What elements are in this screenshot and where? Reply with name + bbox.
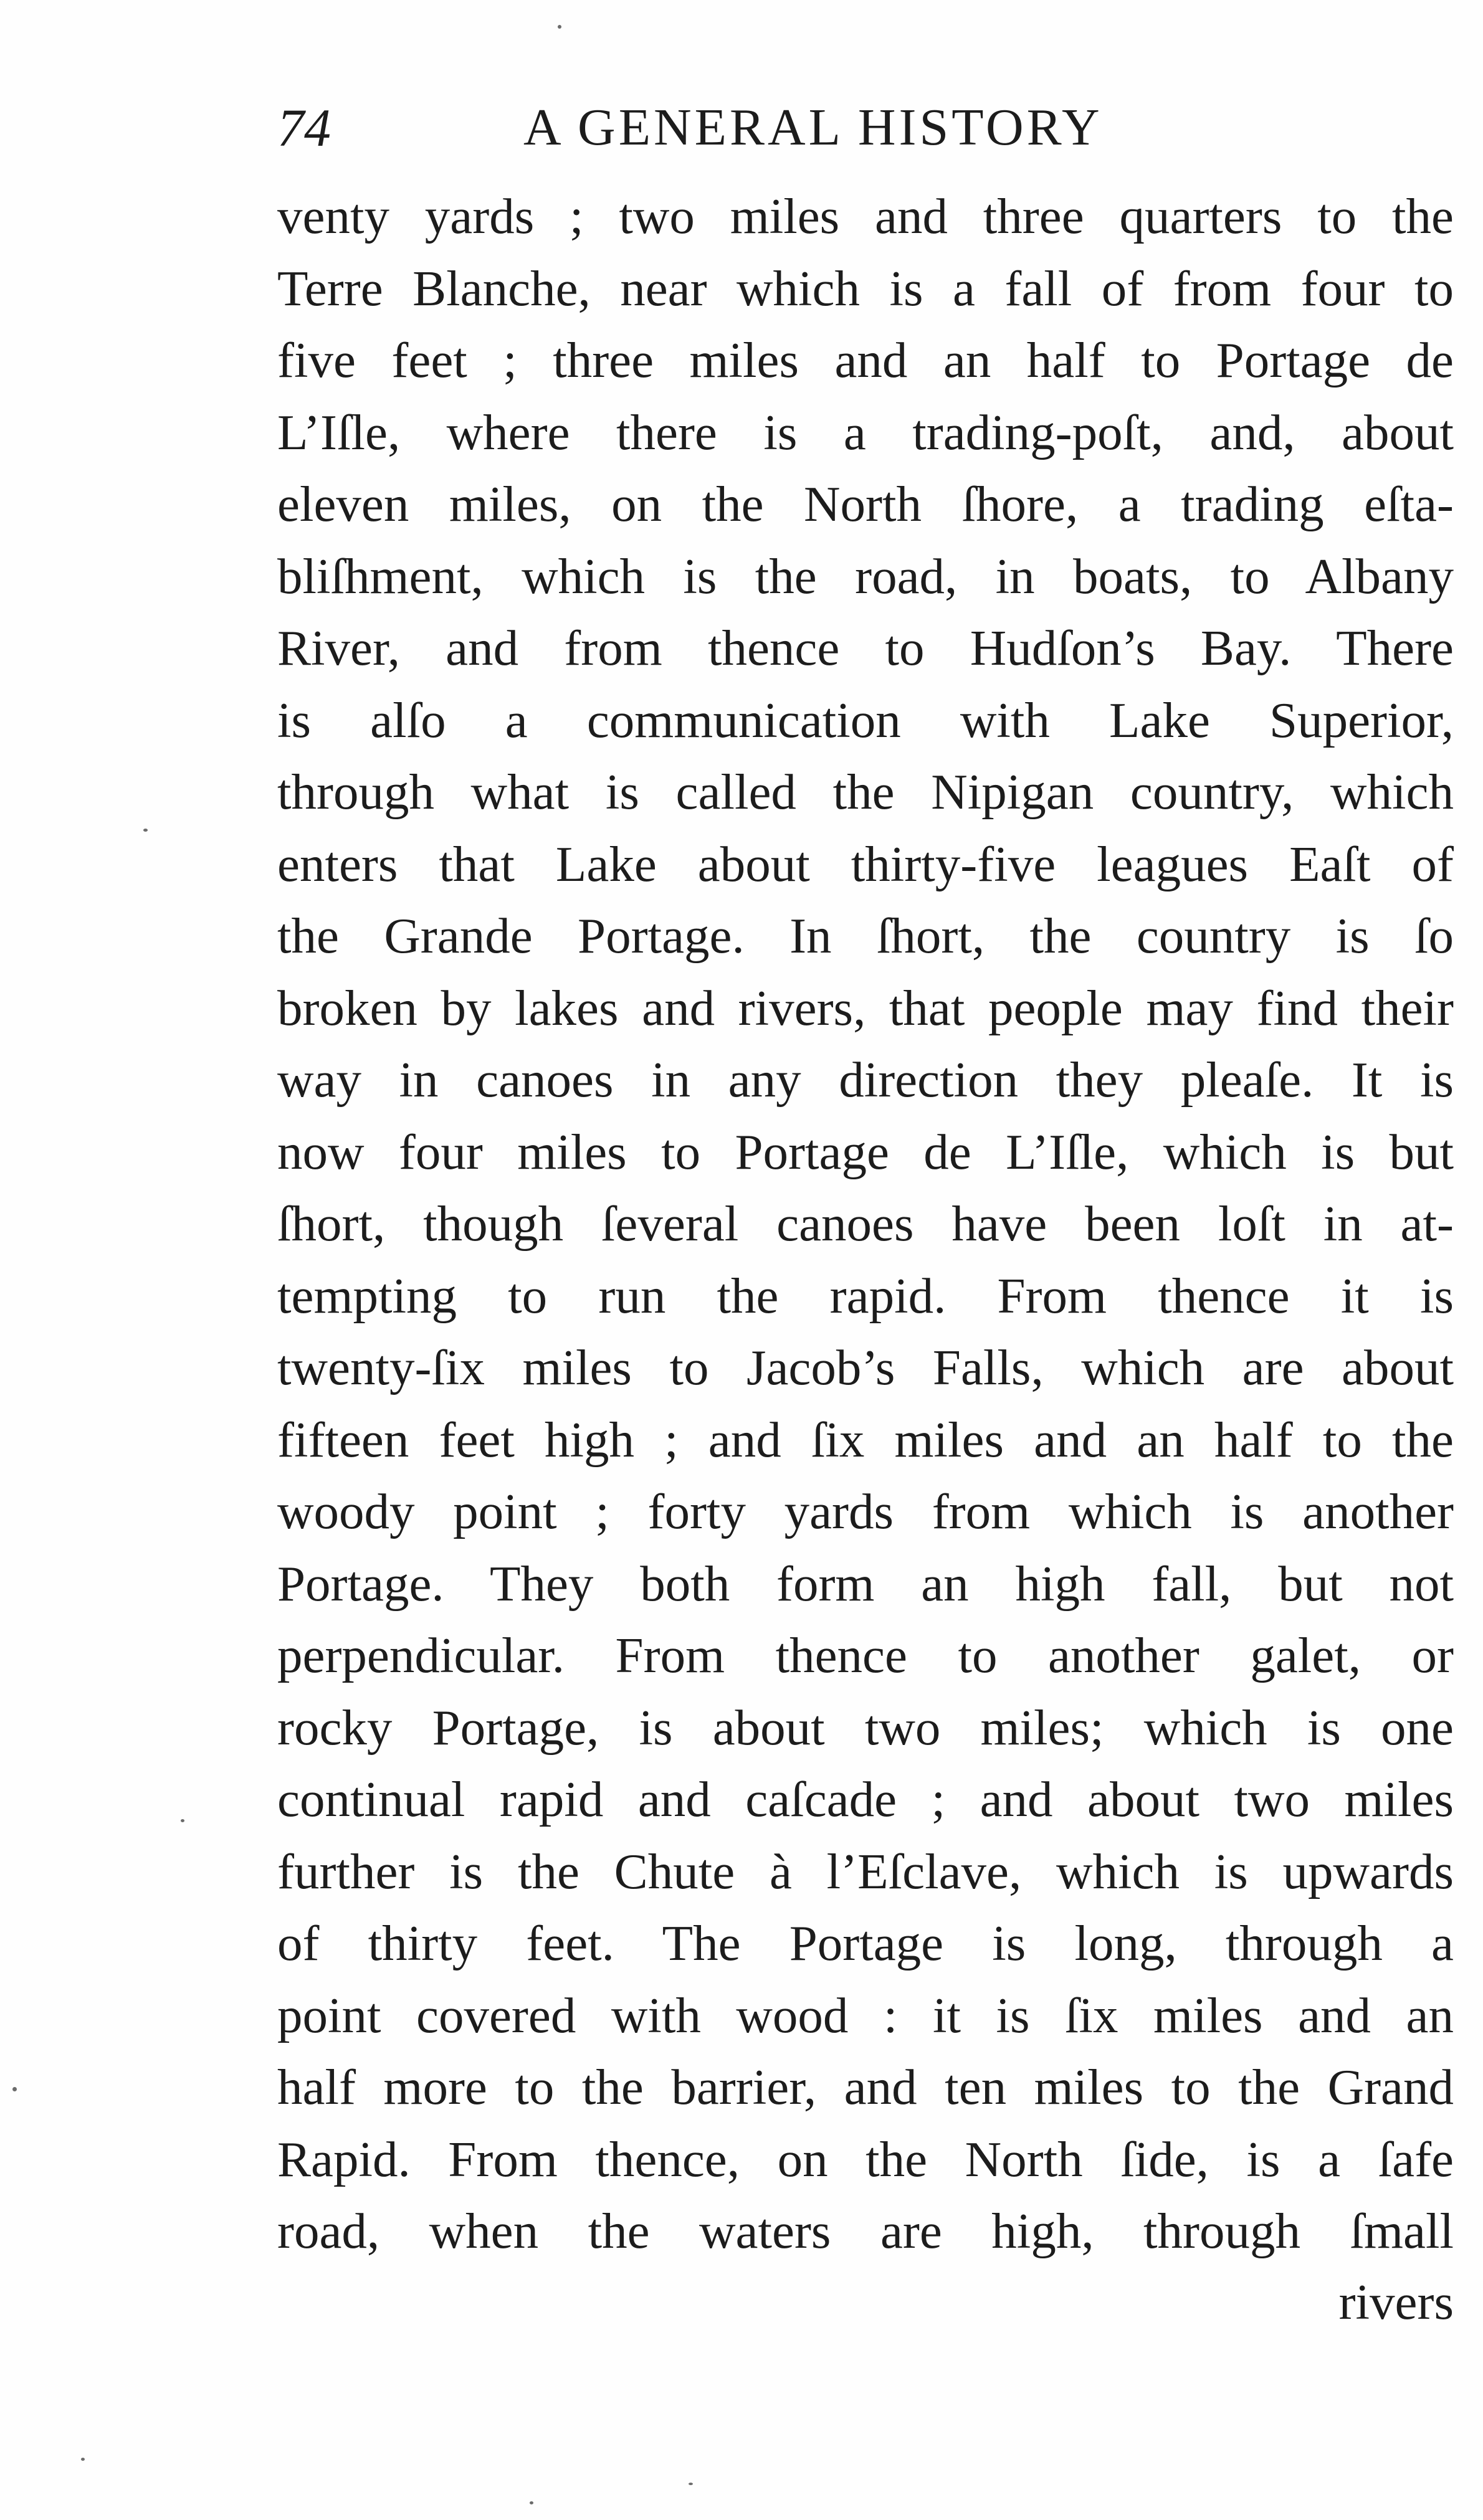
text-line: bliſhment, which is the road, in boats, to Albany xyxy=(277,548,1454,604)
text-line: perpendicular. From thence to another galet, or xyxy=(277,1627,1454,1683)
text-line: ſhort, though ſeveral canoes have been loſt in at- xyxy=(277,1196,1454,1252)
catchword-row xyxy=(277,2271,1454,2333)
text-line: now four miles to Portage de L’Iſle, which is but xyxy=(277,1123,1454,1180)
text-line: the Grande Portage. In ſhort, the country is ſo xyxy=(277,908,1454,964)
text-line: way in canoes in any direction they pleaſe. It is xyxy=(277,1052,1454,1108)
page-header xyxy=(277,93,1461,162)
scan-speck xyxy=(181,1819,184,1822)
text-line: point covered with wood : it is ſix miles and an xyxy=(277,1987,1454,2043)
text-line: venty yards ; two miles and three quarters to the xyxy=(277,188,1454,244)
scan-speck xyxy=(689,2483,693,2485)
scan-speck xyxy=(558,25,561,29)
scan-speck xyxy=(143,829,148,832)
catchword: rivers xyxy=(1338,2274,1454,2330)
text-line: eleven miles, on the North ſhore, a trading eſta- xyxy=(277,476,1454,532)
text-line: is alſo a communication with Lake Superior, xyxy=(277,692,1454,748)
text-line: Terre Blanche, near which is a fall of from four to xyxy=(277,260,1454,316)
text-line: road, when the waters are high, through ſmall xyxy=(277,2203,1454,2259)
text-line: five feet ; three miles and an half to Portage de xyxy=(277,332,1454,388)
text-line: Portage. They both form an high fall, but not xyxy=(277,1555,1454,1612)
scan-speck xyxy=(81,2458,85,2461)
text-line: through what is called the Nipigan country, which xyxy=(277,764,1454,820)
body-text xyxy=(277,181,1454,2268)
text-line: Rapid. From thence, on the North ſide, is a ſafe xyxy=(277,2131,1454,2187)
text-line: half more to the barrier, and ten miles to the Grand xyxy=(277,2059,1454,2115)
text-line: tempting to run the rapid. From thence it is xyxy=(277,1267,1454,1324)
text-line: woody point ; forty yards from which is another xyxy=(277,1483,1454,1539)
text-line: continual rapid and caſcade ; and about two miles xyxy=(277,1771,1454,1827)
text-line: River, and from thence to Hudſon’s Bay. There xyxy=(277,620,1454,676)
running-head: A GENERAL HISTORY xyxy=(523,98,1103,156)
text-line: enters that Lake about thirty-five leagues Eaſt of xyxy=(277,835,1454,892)
scan-speck xyxy=(12,2087,17,2091)
text-line: of thirty feet. The Portage is long, through a xyxy=(277,1915,1454,1971)
scan-speck xyxy=(530,2501,533,2504)
text-line: further is the Chute à l’Eſclave, which is upwards xyxy=(277,1843,1454,1900)
text-line: L’Iſle, where there is a trading-poſt, and, about xyxy=(277,404,1454,460)
text-line: fifteen feet high ; and ſix miles and an half to the xyxy=(277,1411,1454,1468)
text-line: broken by lakes and rivers, that people may find their xyxy=(277,979,1454,1036)
page-number: 74 xyxy=(277,98,331,158)
text-line: twenty-ſix miles to Jacob’s Falls, which are about xyxy=(277,1339,1454,1396)
text-line: rocky Portage, is about two miles; which is one xyxy=(277,1699,1454,1756)
